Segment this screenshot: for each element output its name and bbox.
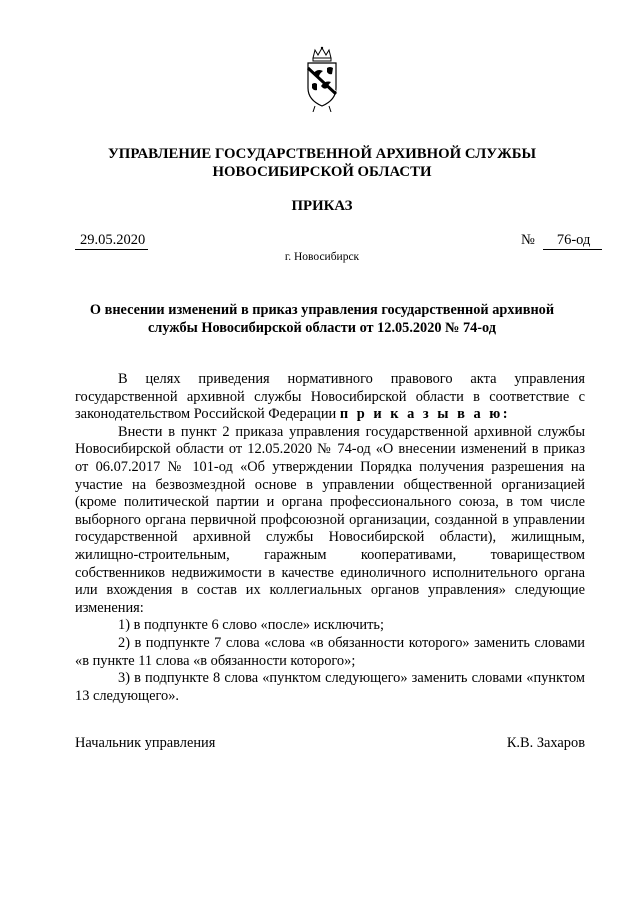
order-word: п р и к а з ы в а ю xyxy=(339,406,503,423)
order-word-colon: : xyxy=(502,406,508,423)
organization-title xyxy=(60,145,584,181)
novosibirsk-coat-of-arms-icon xyxy=(303,46,341,112)
org-title-line1: УПРАВЛЕНИЕ ГОСУДАРСТВЕННОЙ АРХИВНОЙ СЛУЖБЫ xyxy=(107,146,537,162)
preamble-text: В целях приведения нормативного правового акта управления государственной архивной службы Новосибирской области в соответствие с законодательством Российской Федерации xyxy=(75,371,585,423)
subject-line2: службы Новосибирской области от 12.05.2020 № 74-од xyxy=(147,319,497,336)
org-title-line2: НОВОСИБИРСКОЙ ОБЛАСТИ xyxy=(212,164,432,180)
signatory-position: Начальник управления xyxy=(75,735,216,751)
order-subject xyxy=(80,302,564,337)
city-label: г. Новосибирск xyxy=(284,251,360,263)
signatory-name: К.В. Захаров xyxy=(506,735,585,751)
number-sign: № xyxy=(521,232,535,248)
body-list-item: 1) в подпункте 6 слово «после» исключить; xyxy=(118,617,384,634)
body-paragraph-preamble xyxy=(75,371,585,424)
document-type-title: ПРИКАЗ xyxy=(291,198,353,214)
body-paragraph-main: Внести в пункт 2 приказа управления государственной архивной службы Новосибирской области от 12.05.2020 № 74-од «О внесении изменений в приказ от 06.07.2017 № 101-од «Об утверждении Порядка получения разрешения на участие на безвозмездной основе в управлении общественной организацией (кроме политической партии и органа профессионального союза, в том числе выборного органа первичной профсоюзной организации, созданной в управлении государственной архивной службы Новосибирской области), жилищным, жилищно-строительным, гаражным кооперативами, товариществом собственников недвижимости в качестве единоличного исполнительного органа или вхождения в состав их коллегиальных органов управления» следующие изменения: xyxy=(75,423,585,616)
body-list-item: 2) в подпункте 7 слова «слова «в обязанности которого» заменить словами «в пункте 11 слова «в обязанности которого»; xyxy=(75,634,585,669)
subject-line1: О внесении изменений в приказ управления государственной архивной xyxy=(89,302,555,318)
order-date: 29.05.2020 xyxy=(75,232,148,250)
order-number xyxy=(521,232,602,250)
order-number-value: 76-од xyxy=(543,232,603,250)
order-body xyxy=(75,371,585,705)
body-list-item: 3) в подпункте 8 слова «пунктом следующего» заменить словами «пунктом 13 следующего». xyxy=(75,670,585,704)
